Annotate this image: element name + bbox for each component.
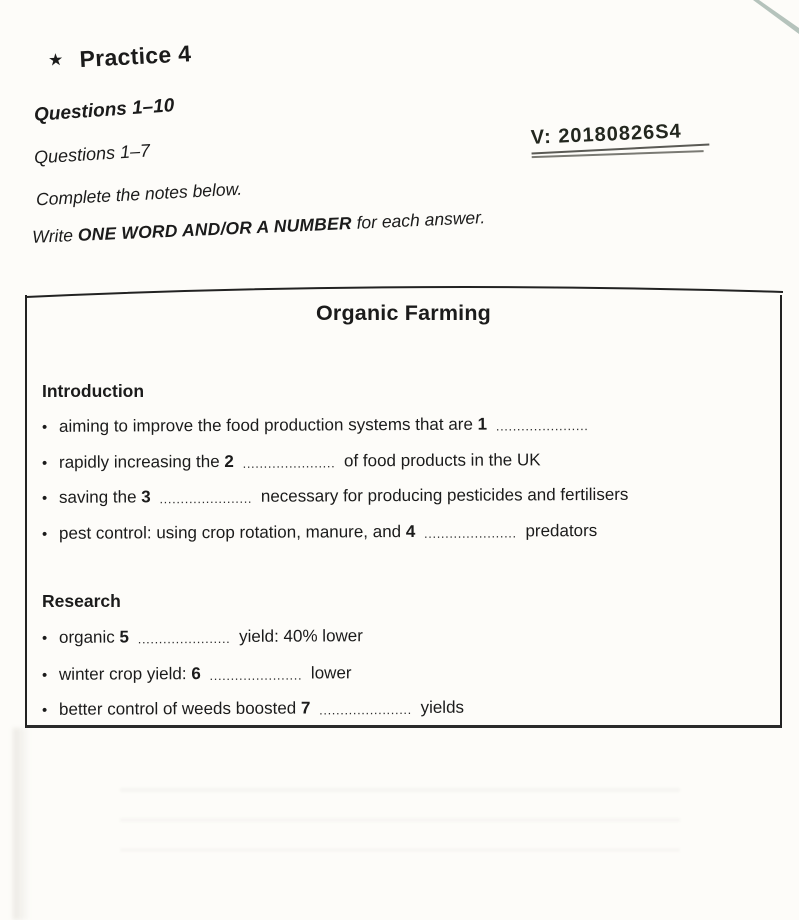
bullet-icon: • xyxy=(41,525,48,543)
item-text: winter crop yield: xyxy=(58,664,187,684)
section-heading-research: Research xyxy=(42,591,121,611)
answer-number: 1 xyxy=(477,414,488,434)
version-text: V: 20180826S4 xyxy=(530,120,683,149)
notes-box-top-border xyxy=(25,280,784,298)
item-text: aiming to improve the food production systems that are xyxy=(58,414,473,436)
scan-showthrough xyxy=(120,770,680,860)
notes-title: Organic Farming xyxy=(315,301,492,325)
item-text: predators xyxy=(525,521,598,541)
item-text: yields xyxy=(420,697,465,717)
practice-title: Practice 4 xyxy=(78,40,192,73)
section-heading-introduction: Introduction xyxy=(42,381,145,401)
item-text: organic xyxy=(58,627,115,647)
scan-crease-shadow xyxy=(13,728,29,920)
bullet-icon: • xyxy=(41,418,48,436)
answer-number: 2 xyxy=(224,451,234,471)
questions-sub-range: Questions 1–7 xyxy=(33,140,151,168)
instruction-word-limit: Write ONE WORD AND/OR A NUMBER for each answer. xyxy=(31,207,486,247)
answer-number: 3 xyxy=(141,487,151,507)
item-text: of food products in the UK xyxy=(343,450,541,471)
answer-number: 7 xyxy=(300,698,311,718)
answer-blank: ...................... xyxy=(159,490,253,507)
answer-blank: ...................... xyxy=(209,667,303,684)
item-text: lower xyxy=(310,663,352,683)
item-text: better control of weeds boosted xyxy=(58,698,297,719)
star-icon: ★ xyxy=(47,49,65,70)
note-item-4 xyxy=(42,520,772,544)
version-stamp xyxy=(530,119,709,158)
bullet-icon: • xyxy=(41,701,48,719)
note-item-2 xyxy=(42,449,772,473)
bullet-icon: • xyxy=(41,489,48,507)
practice-heading xyxy=(47,40,191,74)
instruction-complete-notes: Complete the notes below. xyxy=(35,178,243,210)
answer-number: 6 xyxy=(191,664,201,684)
note-item-1 xyxy=(42,413,772,437)
item-text: necessary for producing pesticides and fertilisers xyxy=(260,484,629,506)
answer-number: 4 xyxy=(405,521,416,542)
item-text: yield: 40% lower xyxy=(239,626,363,646)
item-text: pest control: using crop rotation, manure, and xyxy=(58,522,402,543)
bullet-icon: • xyxy=(41,454,48,472)
answer-blank: ...................... xyxy=(423,525,517,541)
bullet-icon: • xyxy=(41,666,48,684)
note-item-3 xyxy=(42,484,772,508)
scan-corner-page-edge xyxy=(759,0,799,28)
answer-blank: ...................... xyxy=(137,630,231,647)
answer-blank: ...................... xyxy=(242,455,336,471)
item-text: saving the xyxy=(58,487,137,507)
answer-number: 5 xyxy=(119,627,130,647)
item-text: rapidly increasing the xyxy=(58,451,220,472)
notes-box xyxy=(25,295,782,728)
questions-range: Questions 1–10 xyxy=(33,95,175,126)
word-limit-emphasis: ONE WORD AND/OR A NUMBER xyxy=(77,212,353,245)
answer-blank: ...................... xyxy=(495,418,589,434)
answer-blank: ...................... xyxy=(319,701,412,718)
bullet-icon: • xyxy=(41,629,48,647)
note-item-6 xyxy=(42,661,772,685)
note-item-5 xyxy=(42,624,772,648)
note-item-7 xyxy=(42,696,772,720)
